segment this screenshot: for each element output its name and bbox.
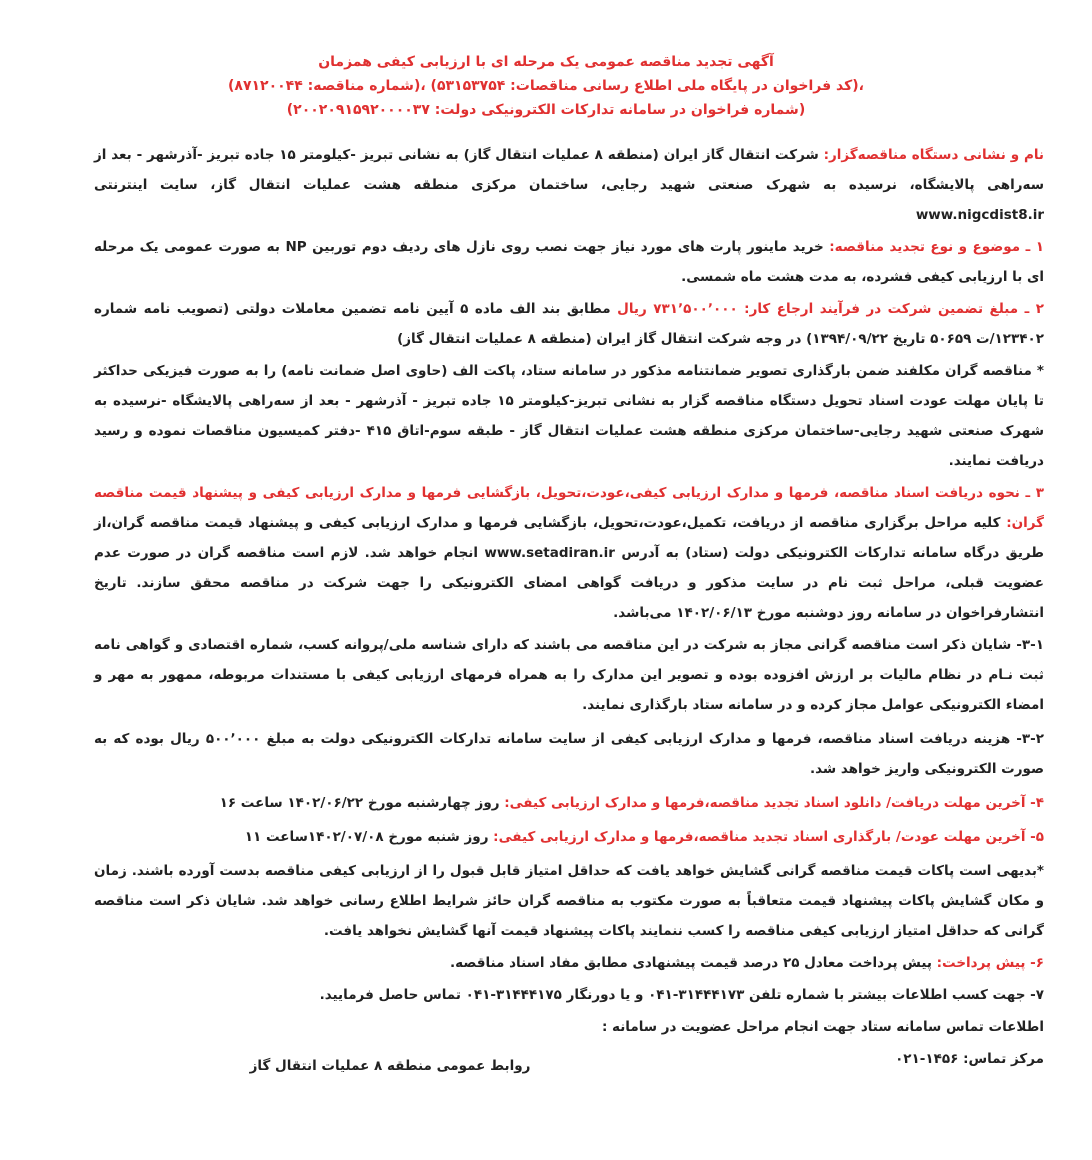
prepayment-text: پیش پرداخت معادل ۲۵ درصد قیمت پیشنهادی مطابق مفاد اسناد مناقصه.: [450, 955, 937, 971]
guarantee-paragraph: [94, 294, 1044, 354]
submission-note: * مناقصه گران مکلفند ضمن بارگذاری تصویر ضمانتنامه مذکور در سامانه ستاد، پاکت الف (حاوی اصل ضمانت نامه) را به صورت فیزیکی حداکثر تا پایان مهلت عودت اسناد تحویل دستگاه مناقصه گزار به نشانی تبریز-کیلومتر ۱۵ جاده تبریز - آذرشهر - بعد از سه‌راهی پالایشگاه -نرسیده به شهرک صنعتی شهید رجایی-ساختمان مرکزی منطقه هشت عملیات انتقال گاز - طبقه سوم-اتاق ۴۱۵ -دفتر کمیسیون مناقصات نموده و رسید دریافت نمایند.: [94, 363, 1044, 469]
deadline-upload-paragraph: [94, 822, 1044, 852]
item-3-2: ۳-۲- هزینه دریافت اسناد مناقصه، فرمها و مدارک ارزیابی کیفی از سایت سامانه تدارکات الکترونیکی دولت به مبلغ ۵۰۰٬۰۰۰ ریال بوده که به صورت الکترونیکی واریز خواهد شد.: [94, 731, 1044, 777]
call-center: مرکز تماس: ۱۴۵۶-۰۲۱: [895, 1051, 1044, 1067]
subject-paragraph: [94, 232, 1044, 292]
header-title: آگهی تجدید مناقصه عمومی یک مرحله ای با ارزیابی کیفی همزمان: [318, 54, 774, 70]
subject-text-a: خرید ماینور پارت های مورد نیاز جهت نصب روی نازل های ردیف دوم توربین: [312, 239, 830, 255]
organizer-website: www.nigcdist8.ir: [915, 207, 1044, 223]
procedure-text-b: انجام خواهد شد. لازم است مناقصه گران در صورت عدم عضویت قبلی، مراحل ثبت نام در سایت مذکور و دریافت گواهی امضای الکترونیکی را جهت شرکت در مناقصه محقق سازند. تاریخ انتشارفراخوان در سامانه روز دوشنبه مورخ ۱۴۰۲/۰۶/۱۳ می‌باشد.: [94, 545, 1044, 621]
guarantee-label: ۲ ـ مبلغ تضمین شرکت در فرآیند ارجاع کار: ۷۳۱٬۵۰۰٬۰۰۰ ریال: [617, 301, 1044, 317]
prepayment-label: ۶- پیش پرداخت:: [936, 955, 1044, 971]
item-3-1: ۳-۱- شایان ذکر است مناقصه گرانی مجاز به شرکت در این مناقصه می باشند که دارای شناسه ملی/پروانه کسب، شماره اقتصادی و گواهی نامه ثبت نـام در نظام مالیات بر ارزش افزوده بوده و تصویر این مدارک را به همراه فرمهای ارزیابی کیفی با مستندات مربوطه، ممهور به مهر و امضاء الکترونیکی عوامل مجاز کرده و در سامانه ستاد بارگذاری نمایند.: [94, 637, 1044, 713]
deadline-download-paragraph: [94, 788, 1044, 818]
procedure-label: ۳ ـ نحوه دریافت اسناد مناقصه، فرمها و مدارک ارزیابی کیفی،عودت،تحویل، بازگشایی فرمها و مدارک ارزیابی کیفی و پیشنهاد قیمت مناقصه گران:: [94, 485, 1044, 531]
guarantee-text: مطابق بند الف ماده ۵ آیین نامه تضمین معاملات دولتی (تصویب نامه شماره ۱۲۳۴۰۲/ت ۵۰۶۵۹ تاریخ ۱۳۹۴/۰۹/۲۲) در وجه شرکت انتقال گاز ایران (منطقه ۸ عملیات انتقال گاز): [94, 301, 1044, 347]
announcement-header: [100, 50, 992, 122]
opening-note: *بدیهی است پاکات قیمت مناقصه گرانی گشایش خواهد یافت که حداقل امتیاز قابل قبول را از ارزیابی کیفی مناقصه بدست آورده باشند. زمان و مکان گشایش پاکات پیشنهاد قیمت متعاقباً به صورت مکتوب به مناقصه گران حائز شرایط اطلاع رسانی خواهد شد. شایان ذکر است مناقصه گرانی که حداقل امتیاز ارزیابی کیفی مناقصه را کسب ننمایند پاکات پیشنهاد قیمت آنها گشایش نخواهد یافت.: [94, 863, 1044, 939]
procedure-website: www.setadiran.ir: [484, 545, 615, 561]
announcement-body: [94, 140, 1044, 1076]
subject-text-b: به صورت عمومی یک مرحله ای با ارزیابی کیفی فشرده، به مدت هشت ماه شمسی.: [94, 239, 1044, 285]
prepayment-paragraph: [94, 948, 1044, 978]
subject-turbine-model: NP: [285, 239, 307, 255]
organizer-text: شرکت انتقال گاز ایران (منطقه ۸ عملیات انتقال گاز) به نشانی تبریز -کیلومتر ۱۵ جاده تبریز -آذرشهر - بعد از سه‌راهی پالایشگاه، نرسیده به شهرک صنعتی شهید رجایی، ساختمان مرکزی منطقه هشت عملیات انتقال گاز، سایت اینترنتی: [94, 147, 1044, 193]
signature: روابط عمومی منطقه ۸ عملیات انتقال گاز: [249, 1058, 531, 1074]
deadline-upload-text: روز شنبه مورخ ۱۴۰۲/۰۷/۰۸ساعت ۱۱: [244, 829, 494, 845]
deadline-upload-label: ۵- آخرین مهلت عودت/ بارگذاری اسناد تجدید مناقصه،فرمها و مدارک ارزیابی کیفی:: [493, 829, 1044, 845]
deadline-download-text: روز چهارشنبه مورخ ۱۴۰۲/۰۶/۲۲ ساعت ۱۶: [219, 795, 505, 811]
contact-paragraph: ۷- جهت کسب اطلاعات بیشتر با شماره تلفن ۳۱۴۴۴۱۷۳-۰۴۱ و یا دورنگار ۳۱۴۴۴۱۷۵-۰۴۱ تماس حاصل فرمایید.: [319, 987, 1044, 1003]
deadline-download-label: ۴- آخرین مهلت دریافت/ دانلود اسناد تجدید مناقصه،فرمها و مدارک ارزیابی کیفی:: [504, 795, 1044, 811]
organizer-paragraph: [94, 140, 1044, 230]
setad-info: اطلاعات تماس سامانه ستاد جهت انجام مراحل عضویت در سامانه :: [601, 1019, 1044, 1035]
organizer-label: نام و نشانی دستگاه مناقصه‌گزار:: [823, 147, 1044, 163]
procedure-text-a: کلیه مراحل برگزاری مناقصه از دریافت، تکمیل،عودت،تحویل، بازگشایی فرمها و مدارک ارزیابی کیفی و پیشنهاد قیمت مناقصه گران،از طریق درگاه سامانه تدارکات الکترونیکی دولت (ستاد) به آدرس: [94, 515, 1044, 561]
header-tender-number: (شماره مناقصه: ۸۷۱۲۰۰۴۴)، (کد فراخوان در پایگاه ملی اطلاع رسانی مناقصات: ۵۳۱۵۳۷۵۴)،: [228, 78, 864, 94]
header-call-number: (شماره فراخوان در سامانه تدارکات الکترونیکی دولت: ۲۰۰۲۰۹۱۵۹۲۰۰۰۰۳۷): [286, 102, 806, 118]
procedure-paragraph: [94, 478, 1044, 628]
subject-label: ۱ ـ موضوع و نوع تجدید مناقصه:: [829, 239, 1044, 255]
